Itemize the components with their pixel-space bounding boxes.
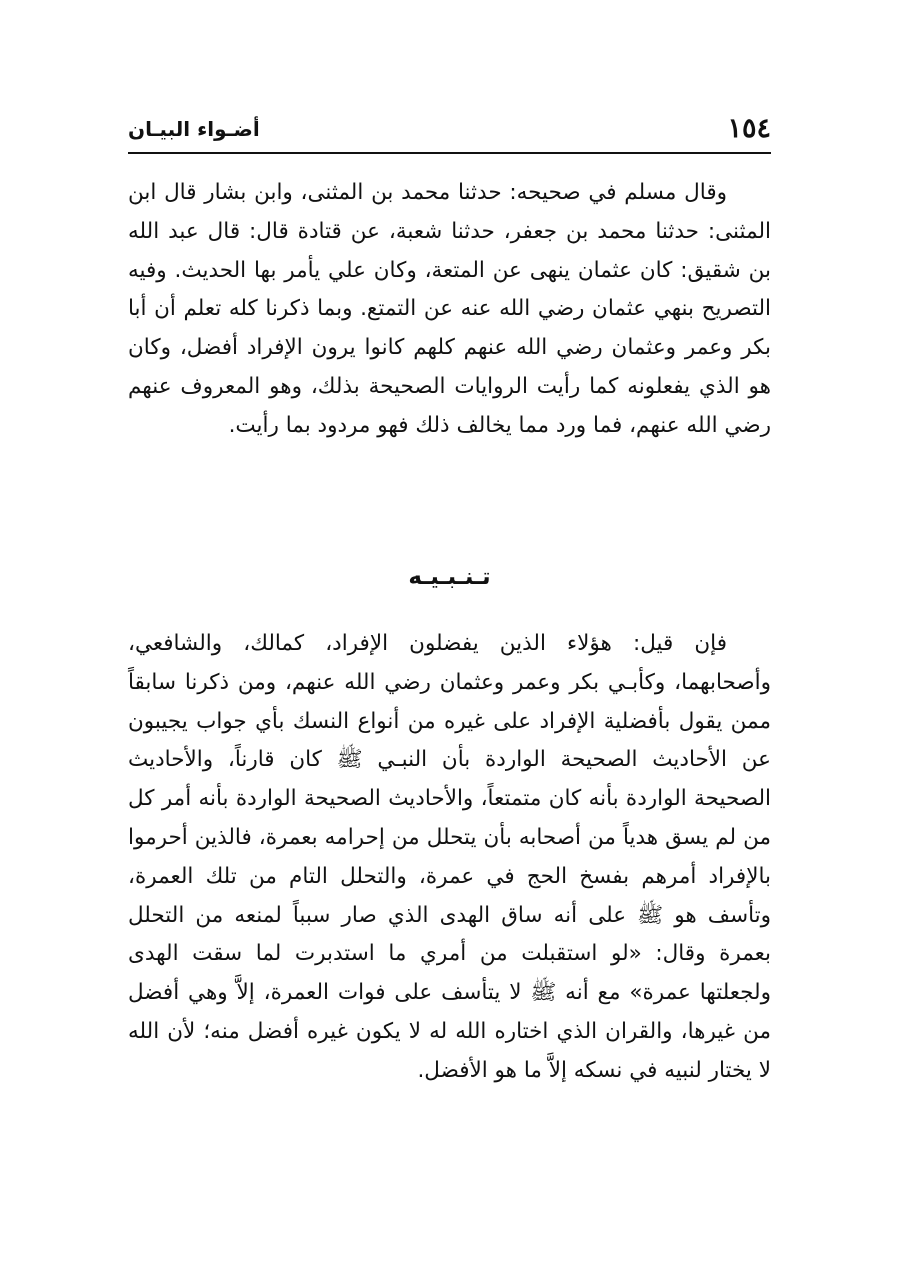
paragraph: فإن قيل: هؤلاء الذين يفضلون الإفراد، كمالك، والشافعي، وأصحابهما، وكأبـي بكر وعمر وعثمان رضي الله عنهم، ومن ذكرنا سابقاً ممن يقول بأفضلية الإفراد على غيره من أنواع النسك بأي جواب يجيبون عن الأحاديث الصحيحة الواردة بأن النبـي ﷺ كان قارناً، والأحاديث الصحيحة الواردة بأنه كان متمتعاً، والأحاديث الصحيحة الواردة بأنه أمر كل من لم يسق هدياً من أصحابه بأن يتحلل من إحرامه بعمرة، فالذين أحرموا بالإفراد أمرهم بفسخ الحج في عمرة، والتحلل التام من تلك العمرة، وتأسف هو ﷺ على أنه ساق الهدى الذي صار سبباً لمنعه من التحلل بعمرة وقال: «لو استقبلت من أمري ما استدبرت لما سقت الهدى ولجعلتها عمرة» مع أنه ﷺ لا يتأسف على فوات العمرة، إلاَّ وهي أفضل من غيرها، والقران الذي اختاره الله له لا يكون غيره أفضل منه؛ لأن الله لا يختار لنبيه في نسكه إلاَّ ما هو الأفضل. bbox=[128, 631, 771, 1083]
body-text-block-1 bbox=[128, 174, 771, 446]
paragraph: وقال مسلم في صحيحه: حدثنا محمد بن المثنى، وابن بشار قال ابن المثنى: حدثنا محمد بن جعفر، حدثنا شعبة، عن قتادة قال: قال عبد الله بن شقيق: كان عثمان ينهى عن المتعة، وكان علي يأمر بها الحديث. وفيه التصريح بنهي عثمان رضي الله عنه عن التمتع. وبما ذكرنا كله تعلم أن أبا بكر وعمر وعثمان رضي الله عنهم كلهم كانوا يرون الإفراد أفضل، وكان هو الذي يفعلونه كما رأيت الروايات الصحيحة بذلك، وهو المعروف عنهم رضي الله عنهم، فما ورد مما يخالف ذلك فهو مردود بما رأيت. bbox=[128, 180, 771, 438]
section-heading: تـنـبـيـه bbox=[408, 564, 491, 590]
page-number: ١٥٤ bbox=[727, 113, 771, 144]
body-text-block-2 bbox=[128, 625, 771, 1091]
page-header bbox=[128, 110, 771, 154]
book-title: أضـواء البيـان bbox=[128, 117, 260, 141]
